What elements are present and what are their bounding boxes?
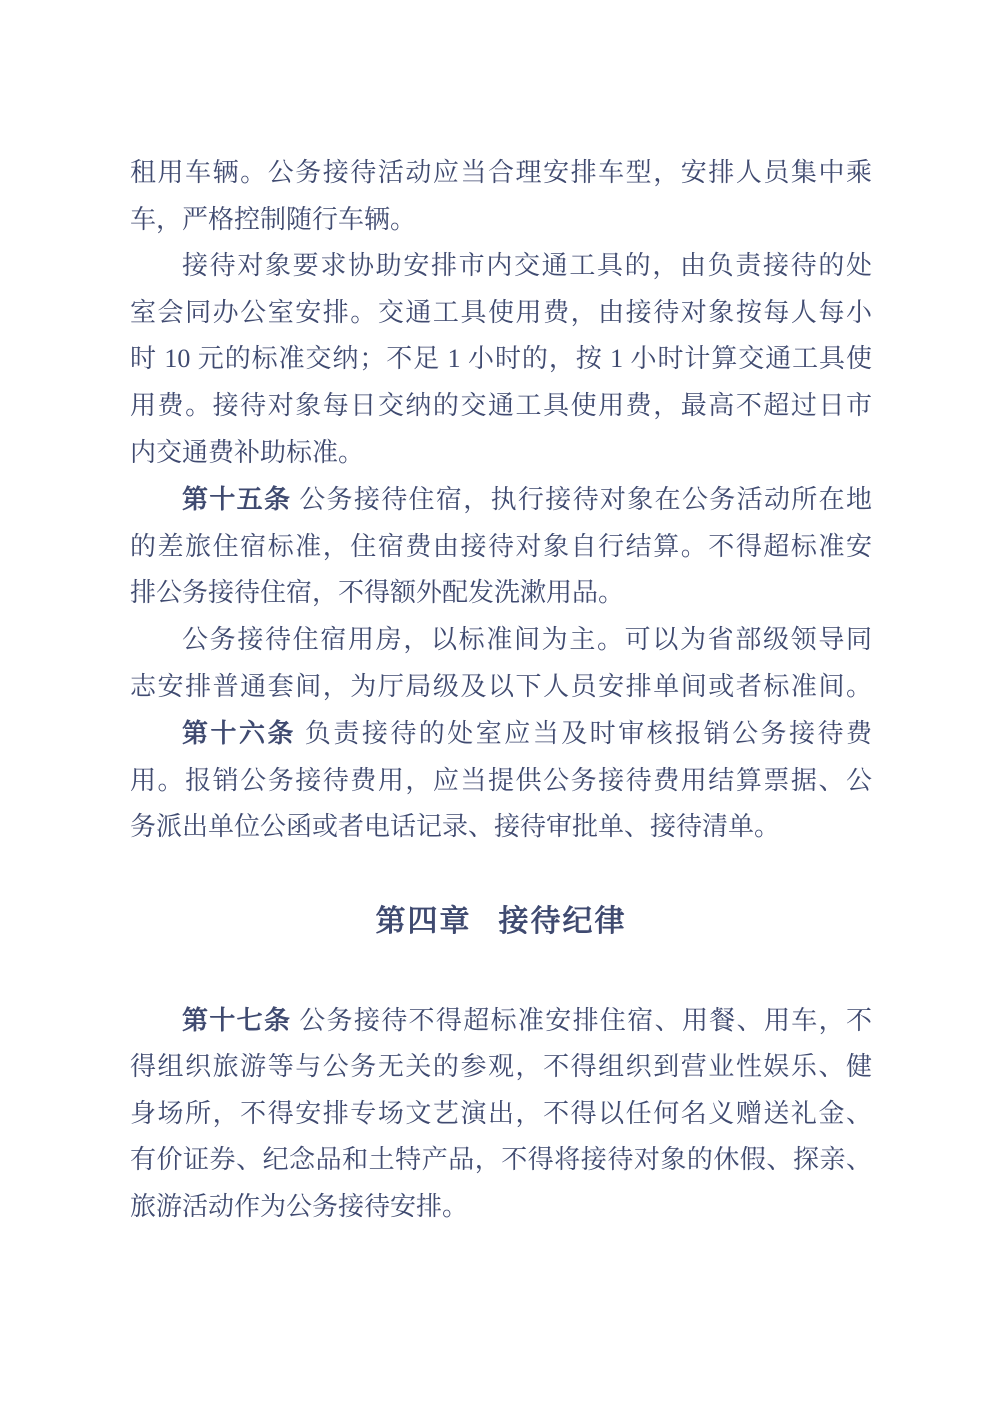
body-line-text: 公务接待住宿，执行接待对象在公务活动所在地 <box>291 485 872 515</box>
article-number: 第十五条 <box>182 484 292 515</box>
body-line: 室会同办公室安排。交通工具使用费，由接待对象按每人每小 <box>130 297 872 327</box>
body-line: 排公务接待住宿，不得额外配发洗漱用品。 <box>130 578 625 608</box>
body-line: 志安排普通套间，为厅局级及以下人员安排单间或者标准间。 <box>130 671 872 701</box>
article-number: 第十七条 <box>182 1004 292 1035</box>
document-body <box>130 150 872 1230</box>
body-line <box>130 476 872 524</box>
body-line <box>130 997 872 1045</box>
body-line: 得组织旅游等与公务无关的参观，不得组织到营业性娱乐、健 <box>130 1052 872 1082</box>
body-line: 有价证券、纪念品和土特产品，不得将接待对象的休假、探亲、 <box>130 1145 872 1175</box>
body-line: 车，严格控制随行车辆。 <box>130 204 417 234</box>
body-line: 的差旅住宿标准，住宿费由接待对象自行结算。不得超标准安 <box>130 531 872 561</box>
body-line: 内交通费补助标准。 <box>130 437 365 467</box>
chapter-number: 第四章 <box>375 904 472 938</box>
body-line: 租用车辆。公务接待活动应当合理安排车型，安排人员集中乘 <box>130 158 872 187</box>
body-line: 务派出单位公函或者电话记录、接待审批单、接待清单。 <box>130 812 781 842</box>
body-line: 公务接待住宿用房，以标准间为主。可以为省部级领导同 <box>182 624 872 654</box>
body-line-text: 负责接待的处室应当及时审核报销公务接待费 <box>295 719 872 749</box>
body-line: 接待对象要求协助安排市内交通工具的，由负责接待的处 <box>182 251 872 281</box>
body-line: 旅游活动作为公务接待安排。 <box>130 1191 469 1221</box>
chapter-heading <box>130 899 872 946</box>
body-line: 用。报销公务接待费用，应当提供公务接待费用结算票据、公 <box>130 765 872 795</box>
chapter-title: 接待纪律 <box>498 904 627 938</box>
body-line-text: 公务接待不得超标准安排住宿、用餐、用车，不 <box>291 1005 872 1035</box>
body-line: 用费。接待对象每日交纳的交通工具使用费，最高不超过日市 <box>130 390 872 420</box>
article-number: 第十六条 <box>182 718 296 749</box>
body-line <box>130 710 872 758</box>
body-line: 时 10 元的标准交纳；不足 1 小时的，按 1 小时计算交通工具使 <box>130 344 872 374</box>
body-line: 身场所，不得安排专场文艺演出，不得以任何名义赠送礼金、 <box>130 1098 872 1128</box>
